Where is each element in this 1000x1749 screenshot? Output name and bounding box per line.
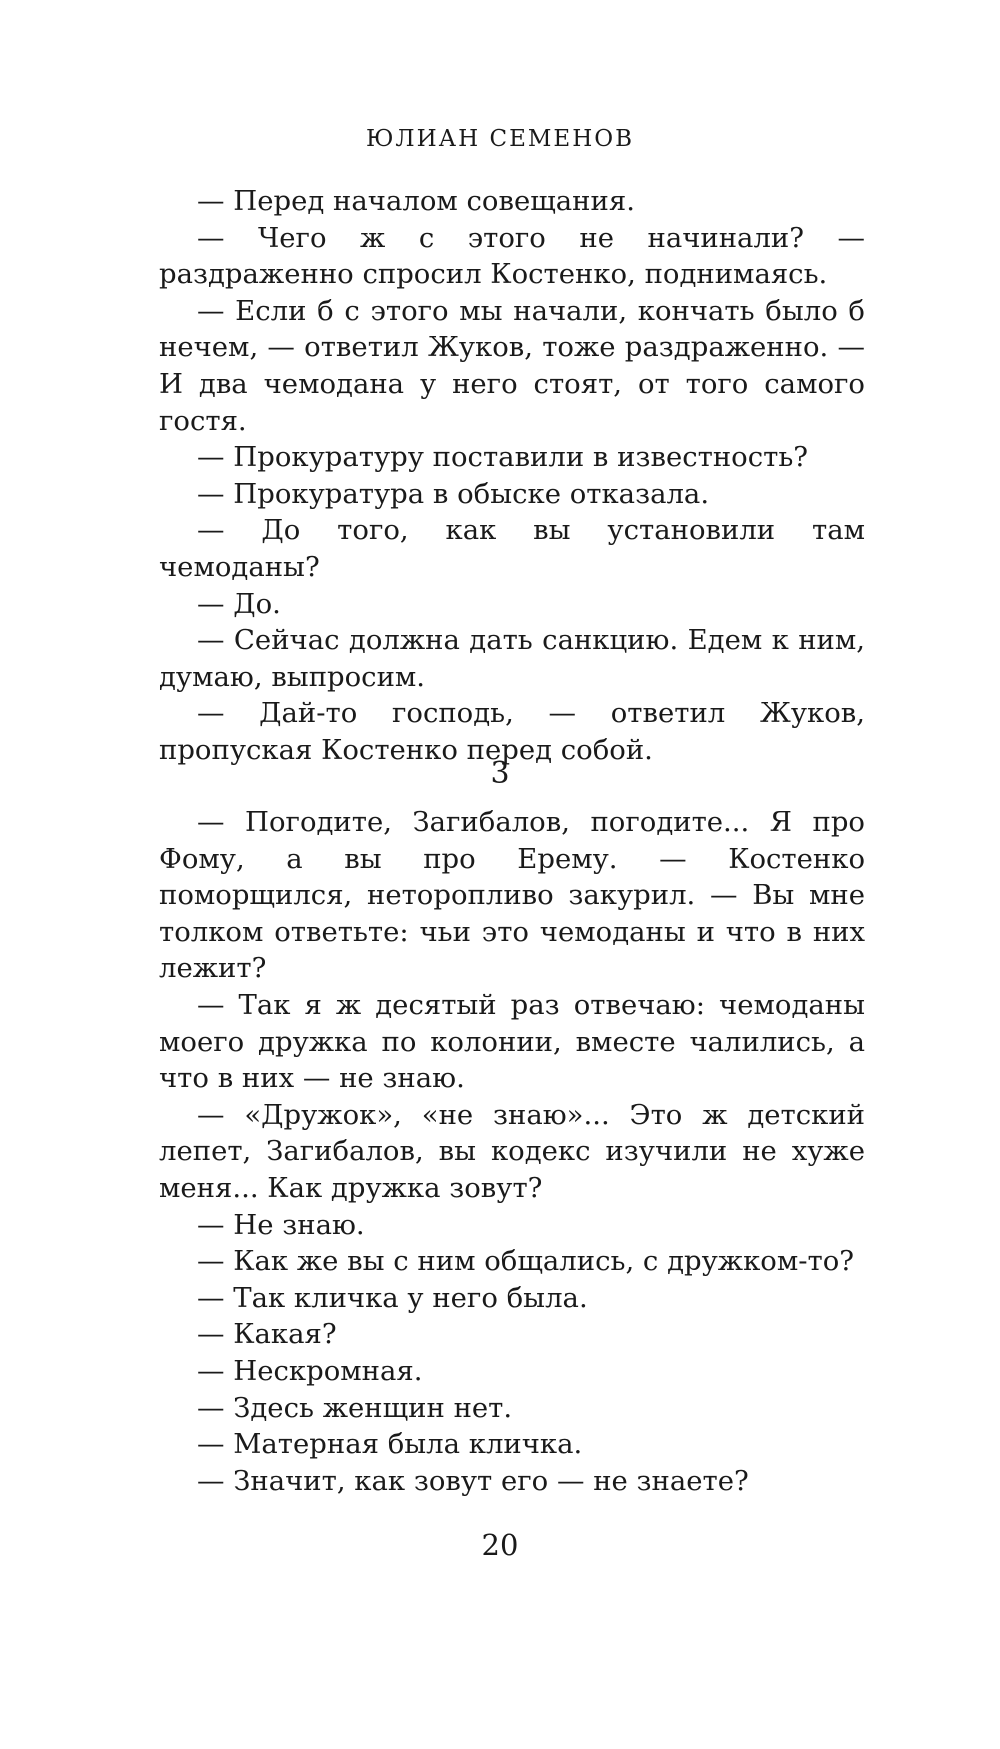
paragraph: — Значит, как зовут его — не знаете? [197,1464,749,1497]
paragraph: — Прокуратура в обыске отказала. [197,477,710,510]
paragraph: — Как же вы с ним общались, с дружком-то? [197,1245,855,1278]
paragraph: — Дай-то господь, — ответил Жуков, пропуская Костенко перед собой. [159,697,865,766]
paragraph: — Не знаю. [197,1208,365,1241]
paragraph: — «Дружок», «не знаю»... Это ж детский лепет, Загибалов, вы кодекс изучили не хуже меня... Как дружка зовут? [159,1098,865,1204]
paragraph: — Если б с этого мы начали, кончать было б нечем, — ответил Жуков, тоже раздраженно. — И два чемодана у него стоят, от того самого гостя. [159,294,865,437]
paragraph: — Сейчас должна дать санкцию. Едем к ним, думаю, выпросим. [159,624,865,693]
text-section-2 [159,804,865,1499]
running-head: ЮЛИАН СЕМЕНОВ [365,126,635,152]
text-section-1 [159,183,865,769]
paragraph: — До. [197,587,281,620]
paragraph: — Перед началом совещания. [197,185,635,217]
paragraph: — Так я ж десятый раз отвечаю: чемоданы моего дружка по колонии, вместе чалились, а что в них — не знаю. [159,988,865,1095]
page-number: 20 [481,1528,519,1562]
paragraph: — Какая? [197,1318,337,1351]
paragraph: — До того, как вы установили там чемоданы? [159,514,865,583]
paragraph: — Чего ж с этого не начинали? — раздраженно спросил Костенко, поднимаясь. [159,221,865,291]
paragraph: — Матерная была кличка. [197,1428,583,1461]
paragraph: — Так кличка у него была. [197,1281,588,1314]
paragraph: — Прокуратуру поставили в известность? [197,441,809,474]
paragraph: — Нескромная. [197,1354,423,1387]
paragraph: — Здесь женщин нет. [197,1391,513,1424]
chapter-number: 3 [490,756,510,791]
paragraph: — Погодите, Загибалов, погодите... Я про Фому, а вы про Ерему. — Костенко поморщился, неторопливо закурил. — Вы мне толком ответьте: чьи это чемоданы и что в них лежит? [159,806,865,985]
